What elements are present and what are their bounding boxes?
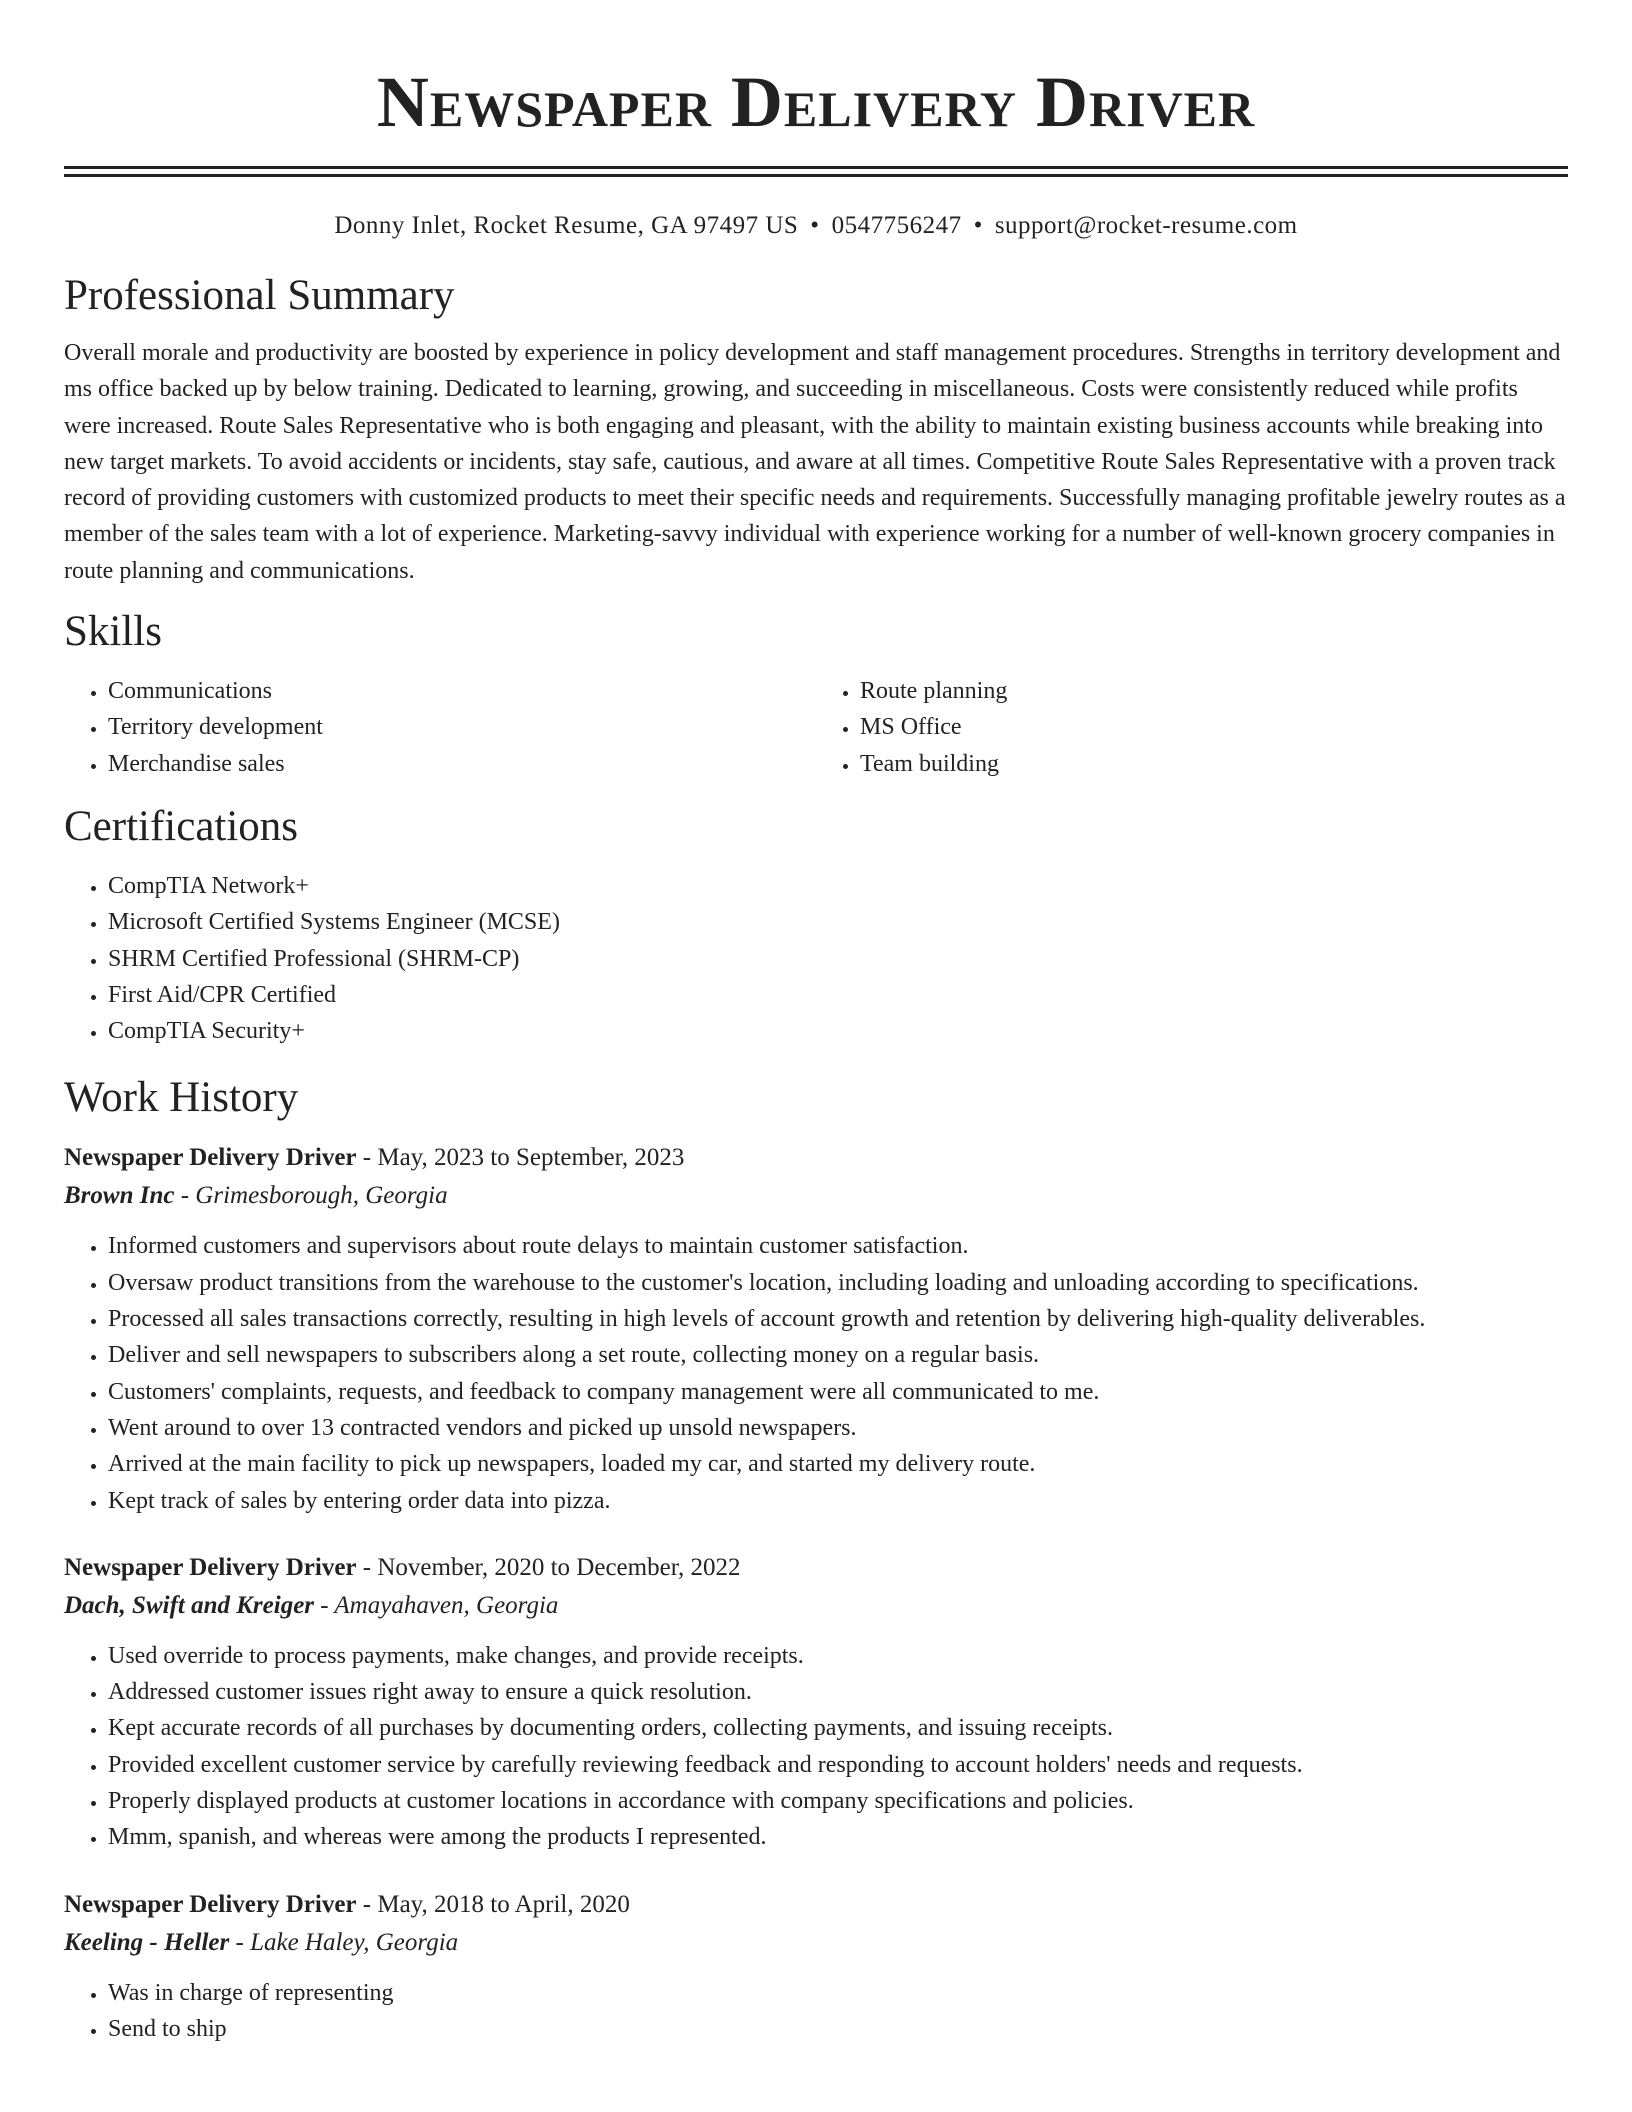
job-dates: May, 2023 to September, 2023 xyxy=(377,1144,685,1172)
contact-address: Donny Inlet, Rocket Resume, GA 97497 US xyxy=(334,212,799,239)
skills-column-right xyxy=(816,673,1568,782)
job-company: Dach, Swift and Kreiger xyxy=(64,1591,315,1619)
skill-item: • Route planning xyxy=(860,673,1568,709)
job-header: Newspaper Delivery Driver - May, 2023 to September, 2023 xyxy=(64,1144,685,1172)
skills-column-left xyxy=(64,673,816,782)
job-company: Brown Inc xyxy=(64,1182,175,1210)
skill-item: • MS Office xyxy=(860,709,1568,745)
job-title: Newspaper Delivery Driver xyxy=(64,1144,357,1172)
summary-heading: Professional Summary xyxy=(64,272,455,319)
job-entry xyxy=(64,1139,1568,1518)
contact-line xyxy=(64,211,1568,241)
job-bullets xyxy=(64,1638,1568,1856)
certification-item: • CompTIA Network+ xyxy=(108,868,1568,904)
job-title: Newspaper Delivery Driver xyxy=(64,1553,357,1581)
resume-title: Newspaper Delivery Driver xyxy=(376,62,1256,142)
job-bullet: • Arrived at the main facility to pick up newspapers, loaded my car, and started my delivery route. xyxy=(108,1446,1568,1482)
title-double-rule xyxy=(64,166,1568,177)
skill-item: • Communications xyxy=(108,673,816,709)
job-employer: Dach, Swift and Kreiger - Amayahaven, Georgia xyxy=(64,1591,559,1619)
job-bullet: • Informed customers and supervisors about route delays to maintain customer satisfaction. xyxy=(108,1228,1568,1264)
job-bullet: • Mmm, spanish, and whereas were among the products I represented. xyxy=(108,1819,1568,1855)
certification-item: • SHRM Certified Professional (SHRM-CP) xyxy=(108,941,1568,977)
job-bullet: • Properly displayed products at customer locations in accordance with company specifications and policies. xyxy=(108,1783,1568,1819)
skill-item: • Territory development xyxy=(108,709,816,745)
resume-page xyxy=(64,0,1568,2047)
contact-phone: 0547756247 xyxy=(831,212,962,239)
job-header: Newspaper Delivery Driver - May, 2018 to April, 2020 xyxy=(64,1890,630,1918)
job-title: Newspaper Delivery Driver xyxy=(64,1890,357,1918)
job-bullet: • Kept accurate records of all purchases by documenting orders, collecting payments, and issuing receipts. xyxy=(108,1710,1568,1746)
certifications-list xyxy=(64,868,1568,1049)
contact-separator: • xyxy=(973,212,983,239)
certification-item: • Microsoft Certified Systems Engineer (MCSE) xyxy=(108,904,1568,940)
certification-item: • First Aid/CPR Certified xyxy=(108,977,1568,1013)
job-location: Grimesborough, Georgia xyxy=(195,1182,448,1210)
job-company: Keeling - Heller xyxy=(64,1928,230,1956)
job-bullets xyxy=(64,1228,1568,1518)
job-bullet: • Customers' complaints, requests, and feedback to company management were all communicated to me. xyxy=(108,1374,1568,1410)
job-employer: Brown Inc - Grimesborough, Georgia xyxy=(64,1182,448,1210)
skill-item: • Team building xyxy=(860,746,1568,782)
skills-heading: Skills xyxy=(64,608,162,656)
job-header: Newspaper Delivery Driver - November, 2020 to December, 2022 xyxy=(64,1553,741,1581)
certification-item: • CompTIA Security+ xyxy=(108,1013,1568,1049)
job-location: Amayahaven, Georgia xyxy=(334,1591,559,1619)
job-dates: November, 2020 to December, 2022 xyxy=(377,1553,741,1581)
work-history-heading: Work History xyxy=(64,1074,299,1122)
certifications-heading: Certifications xyxy=(64,802,299,850)
job-dates: May, 2018 to April, 2020 xyxy=(377,1890,630,1918)
job-bullet: • Provided excellent customer service by carefully reviewing feedback and responding to account holders' needs and requests. xyxy=(108,1747,1568,1783)
job-bullets xyxy=(64,1975,1568,2048)
job-bullet: • Kept track of sales by entering order data into pizza. xyxy=(108,1483,1568,1519)
job-bullet: • Processed all sales transactions correctly, resulting in high levels of account growth and retention by delivering high-quality deliverables. xyxy=(108,1301,1568,1337)
job-bullet: • Was in charge of representing xyxy=(108,1975,1568,2011)
job-entry xyxy=(64,1549,1568,1856)
job-entry xyxy=(64,1886,1568,2048)
job-bullet: • Deliver and sell newspapers to subscribers along a set route, collecting money on a regular basis. xyxy=(108,1337,1568,1373)
job-bullet: • Went around to over 13 contracted vendors and picked up unsold newspapers. xyxy=(108,1410,1568,1446)
contact-separator: • xyxy=(810,212,820,239)
skill-item: • Merchandise sales xyxy=(108,746,816,782)
summary-text: Overall morale and productivity are boosted by experience in policy development and staff management procedures. Strengths in territory development and ms office backed up by below training. Dedicated to learning, growing, and succeeding in miscellaneous. Costs were consistently reduced while profits were increased. Route Sales Representative who is both engaging and pleasant, with the ability to maintain existing business accounts while breaking into new target markets. To avoid accidents or incidents, stay safe, cautious, and aware at all times. Competitive Route Sales Representative with a proven track record of providing customers with customized products to meet their specific needs and requirements. Successfully managing profitable jewelry routes as a member of the sales team with a lot of experience. Marketing-savvy individual with experience working for a number of well-known grocery companies in route planning and communications. xyxy=(64,340,1566,584)
job-bullet: • Used override to process payments, make changes, and provide receipts. xyxy=(108,1638,1568,1674)
job-bullet: • Oversaw product transitions from the warehouse to the customer's location, including loading and unloading according to specifications. xyxy=(108,1265,1568,1301)
contact-email[interactable]: support@rocket-resume.com xyxy=(994,212,1298,239)
job-bullet: • Addressed customer issues right away to ensure a quick resolution. xyxy=(108,1674,1568,1710)
job-employer: Keeling - Heller - Lake Haley, Georgia xyxy=(64,1928,459,1956)
job-location: Lake Haley, Georgia xyxy=(250,1928,459,1956)
job-bullet: • Send to ship xyxy=(108,2011,1568,2047)
skills-list xyxy=(64,673,1568,782)
